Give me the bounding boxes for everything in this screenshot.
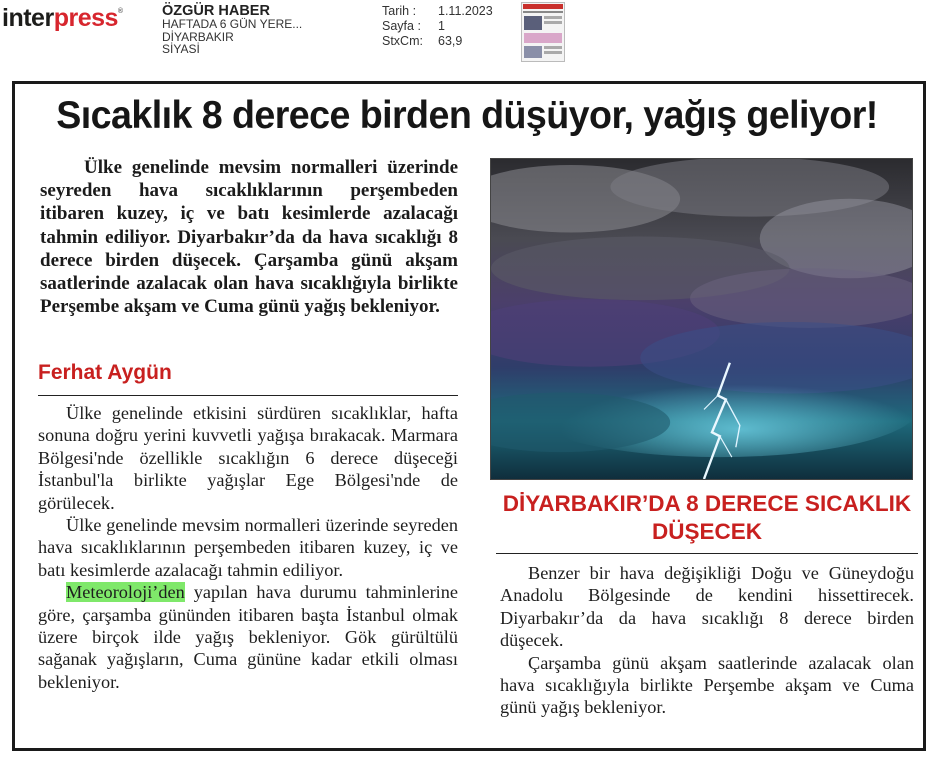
page-thumbnail[interactable] <box>521 2 565 62</box>
publication-name: ÖZGÜR HABER <box>162 3 270 19</box>
divider <box>496 553 918 554</box>
author-name: Ferhat Aygün <box>38 361 172 384</box>
storm-lightning-photo <box>490 158 913 480</box>
interpress-logo: interpress® <box>2 4 123 32</box>
article-headline: Sıcaklık 8 derece birden düşüyor, yağış geliyor! <box>56 94 878 137</box>
publication-city: DİYARBAKIR <box>162 29 234 44</box>
paragraph: Benzer bir hava değişikliği Doğu ve Güneydoğu Anadolu Bölgesinde de kendini hissettirecek. Diyarbakır’da da hava sıcaklığı 8 derece birden düşecek. <box>500 563 914 651</box>
highlighted-term[interactable]: Meteoroloji’den <box>66 582 185 603</box>
info-date: 1.11.2023 <box>438 4 493 18</box>
publication-info <box>162 4 302 56</box>
clip-info <box>382 4 493 49</box>
publication-category: SİYASİ <box>162 42 200 56</box>
paragraph: Meteoroloji’den yapılan hava durumu tahminlerine göre, çarşamba gününden itibaren başta İstanbul olmak üzere birçok ilde yağış bekleniyor. Gök gürültülü sağanak yağışların, Cuma gününe kadar etkili olması bekleniyor. <box>38 582 458 692</box>
body-left-column <box>38 402 458 693</box>
paragraph: Ülke genelinde etkisini sürdüren sıcaklıklar, hafta sonuna doğru yerini kuvvetli yağışa bırakacak. Marmara Bölgesi'nde özellikle sıcaklığın 6 derece düşeceği İstanbul'la birlikte yağışlar Ege Bölgesi'nde de görülecek. <box>38 403 458 513</box>
info-date-row: Tarih : 1.11.2023 <box>382 4 493 18</box>
body-right-column <box>500 562 914 719</box>
paragraph: Ülke genelinde mevsim normalleri üzerinde seyreden hava sıcaklıklarının perşembeden itibaren kuzey, iç ve batı kesimlerde azalacağı tahmin ediliyor. <box>38 515 458 580</box>
publication-headline: HAFTADA 6 GÜN YERE... <box>162 17 303 31</box>
divider <box>38 395 458 396</box>
info-size: 63,9 <box>438 34 463 48</box>
article-lead: Ülke genelinde mevsim normalleri üzerinde seyreden hava sıcaklıklarının perşembeden itibaren kuzey, iç ve batı kesimlerde azalacağı tahmin ediliyor. Diyarbakır’da da hava sıcaklığı 8 derece birden düşecek. Çarşamba günü akşam saatlerinde azalacak olan hava sıcaklığıyla birlikte Perşembe akşam ve Cuma günü yağış bekleniyor. <box>40 157 458 318</box>
paragraph: Çarşamba günü akşam saatlerinde azalacak olan hava sıcaklığıyla birlikte Perşembe akşam ve Cuma günü yağış bekleniyor. <box>500 652 914 718</box>
info-page: 1 <box>438 19 445 33</box>
info-size-row: StxCm: 63,9 <box>382 34 463 48</box>
subheadline: DİYARBAKIR’DA 8 DERECE SICAKLIK DÜŞECEK <box>502 491 912 544</box>
info-page-row: Sayfa : 1 <box>382 19 445 33</box>
